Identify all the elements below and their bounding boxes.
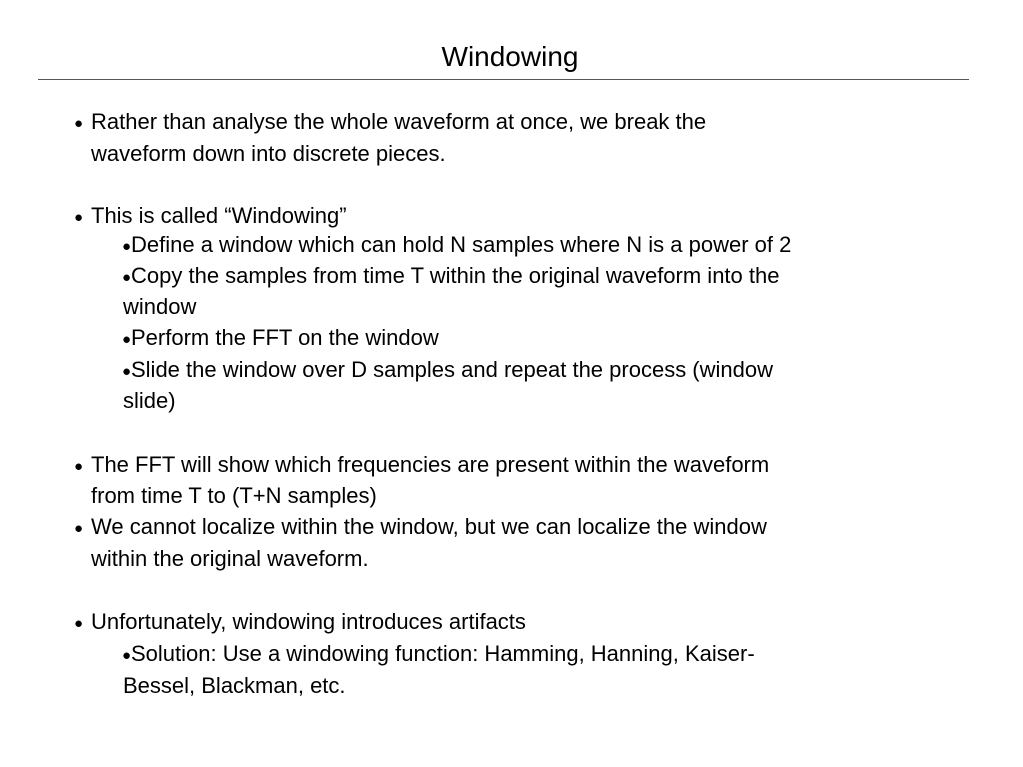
bullet-dot-icon: ● [122,363,132,380]
bullet-dot-icon: ● [122,331,132,348]
bullet-dot-icon: ● [74,458,84,475]
sub-bullet-text: Define a window which can hold N samples where N is a power of 2 [131,232,792,257]
sub-bullet-text: Solution: Use a windowing function: Hamming, Hanning, Kaiser- [131,641,755,666]
bullet-item [74,514,767,540]
bullet-text-continuation: waveform down into discrete pieces. [91,141,446,166]
bullet-dot-icon: ● [122,238,132,255]
bullet-item [74,609,526,635]
sub-bullet-item [122,357,773,383]
sub-bullet-text: Perform the FFT on the window [131,325,439,350]
bullet-dot-icon: ● [74,615,84,632]
bullet-text: The FFT will show which frequencies are present within the waveform [91,452,770,477]
bullet-text: We cannot localize within the window, but we can localize the window [91,514,767,539]
sub-bullet-text: Copy the samples from time T within the original waveform into the [131,263,780,288]
title-divider [38,79,969,80]
sub-bullet-text-continuation: slide) [123,388,176,413]
slide-title: Windowing [441,41,579,72]
sub-bullet-text-continuation: Bessel, Blackman, etc. [123,673,346,698]
sub-bullet-item [122,325,439,351]
bullet-dot-icon: ● [122,269,132,286]
bullet-dot-icon: ● [122,647,132,664]
bullet-text-continuation: from time T to (T+N samples) [91,483,377,508]
sub-bullet-item [122,232,792,258]
sub-bullet-item [122,263,780,289]
bullet-item [74,203,347,229]
bullet-dot-icon: ● [74,209,84,226]
sub-bullet-text-continuation: window [123,294,197,319]
bullet-dot-icon: ● [74,520,84,537]
bullet-text: Rather than analyse the whole waveform at once, we break the [91,109,707,134]
bullet-dot-icon: ● [74,115,84,132]
sub-bullet-text: Slide the window over D samples and repeat the process (window [131,357,773,382]
bullet-text: This is called “Windowing” [91,203,347,228]
bullet-item [74,452,770,478]
bullet-item [74,109,707,135]
bullet-text: Unfortunately, windowing introduces artifacts [91,609,526,634]
sub-bullet-item [122,641,755,667]
bullet-text-continuation: within the original waveform. [91,546,369,571]
